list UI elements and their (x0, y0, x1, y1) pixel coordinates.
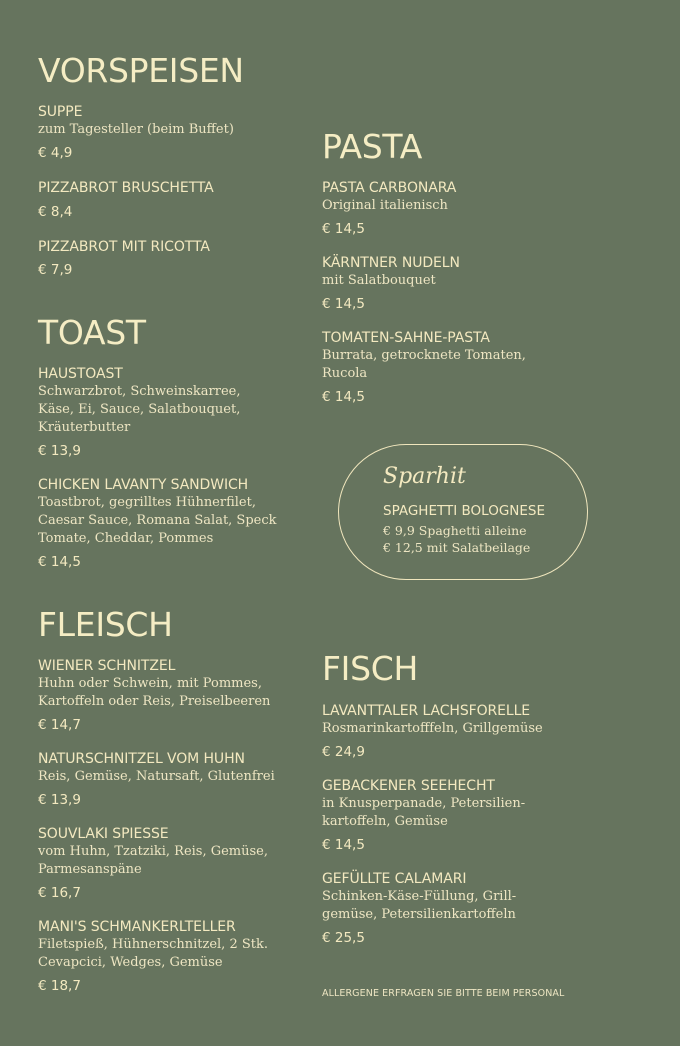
item-description: zum Tagesteller (beim Buffet) (38, 122, 234, 137)
item-description: Filetspieß, Hühnerschnitzel, 2 Stk. (38, 937, 268, 952)
item-description: Rucola (322, 366, 368, 381)
item-description: Reis, Gemüse, Natursaft, Glutenfrei (38, 769, 275, 784)
item-price: € 14,7 (38, 717, 81, 733)
allergen-note: ALLERGENE ERFRAGEN SIE BITTE BEIM PERSONAL (322, 988, 565, 999)
item-name: MANI'S SCHMANKERLTELLER (38, 919, 236, 935)
item-name: LAVANTTALER LACHSFORELLE (322, 703, 531, 719)
menu-item (322, 254, 622, 313)
menu-item (38, 238, 318, 279)
item-description: mit Salatbouquet (322, 273, 436, 288)
item-description: Parmesanspäne (38, 862, 142, 877)
menu-item (38, 179, 318, 221)
item-description: Cevapcici, Wedges, Gemüse (38, 955, 223, 970)
menu-item (38, 750, 323, 809)
item-price: € 14,5 (322, 296, 365, 312)
item-name: PIZZABROT BRUSCHETTA (38, 180, 214, 196)
item-price: € 18,7 (38, 978, 81, 994)
section-fleisch (38, 606, 323, 995)
item-name: KÄRNTNER NUDELN (322, 255, 460, 271)
section-title-fleisch: FLEISCH (38, 605, 173, 644)
menu-item (38, 103, 318, 162)
item-price: € 16,7 (38, 885, 81, 901)
item-name: GEFÜLLTE CALAMARI (322, 871, 467, 887)
menu-item (322, 870, 622, 947)
special-price-line: € 12,5 mit Salatbeilage (383, 540, 531, 555)
section-title-pasta: PASTA (322, 127, 422, 166)
menu-item (322, 329, 622, 406)
special-price-line: € 9,9 Spaghetti alleine (383, 523, 527, 538)
item-name: WIENER SCHNITZEL (38, 658, 176, 674)
item-price: € 24,9 (322, 744, 365, 760)
item-name: PASTA CARBONARA (322, 180, 457, 196)
item-name: HAUSTOAST (38, 366, 123, 382)
item-description: kartoffeln, Gemüse (322, 814, 448, 829)
item-price: € 4,9 (38, 145, 73, 161)
item-description: Schinken-Käse-Füllung, Grill- (322, 889, 517, 904)
item-description: Kräuterbutter (38, 420, 131, 435)
item-description: Huhn oder Schwein, mit Pommes, (38, 676, 262, 691)
item-price: € 13,9 (38, 792, 81, 808)
item-price: € 14,5 (322, 221, 365, 237)
menu-item (322, 702, 622, 761)
section-title-vorspeisen: VORSPEISEN (38, 51, 244, 90)
section-vorspeisen (38, 52, 318, 279)
item-description: Käse, Ei, Sauce, Salatbouquet, (38, 402, 241, 417)
menu-item (38, 825, 323, 902)
item-name: SOUVLAKI SPIESSE (38, 826, 169, 842)
item-name: NATURSCHNITZEL VOM HUHN (38, 751, 245, 767)
item-description: Kartoffeln oder Reis, Preiselbeeren (38, 694, 271, 709)
item-price: € 14,5 (38, 554, 81, 570)
menu-item (38, 657, 323, 734)
special-title: Sparhit (383, 464, 466, 489)
special-offer-box (338, 444, 588, 580)
item-description: Schwarzbrot, Schweinskarree, (38, 384, 241, 399)
item-description: Original italienisch (322, 198, 448, 213)
item-description: gemüse, Petersilienkartoffeln (322, 907, 516, 922)
item-price: € 13,9 (38, 443, 81, 459)
menu-item (322, 777, 622, 854)
item-name: CHICKEN LAVANTY SANDWICH (38, 477, 249, 493)
section-title-fisch: FISCH (322, 649, 419, 688)
item-description: Rosmarinkartofffeln, Grillgemüse (322, 721, 543, 736)
item-name: TOMATEN-SAHNE-PASTA (322, 330, 490, 346)
section-title-toast: TOAST (38, 313, 146, 352)
section-fisch (322, 650, 622, 947)
item-description: Tomate, Cheddar, Pommes (38, 531, 214, 546)
item-name: SUPPE (38, 104, 83, 120)
special-item-name: SPAGHETTI BOLOGNESE (383, 503, 546, 519)
item-price: € 7,9 (38, 262, 73, 278)
menu-item (38, 365, 323, 460)
item-price: € 14,5 (322, 389, 365, 405)
item-description: Caesar Sauce, Romana Salat, Speck (38, 513, 277, 528)
item-name: PIZZABROT MIT RICOTTA (38, 239, 210, 255)
section-pasta (322, 128, 622, 406)
item-name: GEBACKENER SEEHECHT (322, 778, 495, 794)
section-toast (38, 314, 323, 571)
item-price: € 14,5 (322, 837, 365, 853)
menu-item (322, 179, 622, 238)
item-description: in Knusperpanade, Petersilien- (322, 796, 526, 811)
item-price: € 8,4 (38, 204, 73, 220)
item-description: Burrata, getrocknete Tomaten, (322, 348, 526, 363)
item-price: € 25,5 (322, 930, 365, 946)
menu-item (38, 476, 323, 571)
item-description: vom Huhn, Tzatziki, Reis, Gemüse, (38, 844, 269, 859)
item-description: Toastbrot, gegrilltes Hühnerfilet, (38, 495, 256, 510)
menu-item (38, 918, 323, 995)
